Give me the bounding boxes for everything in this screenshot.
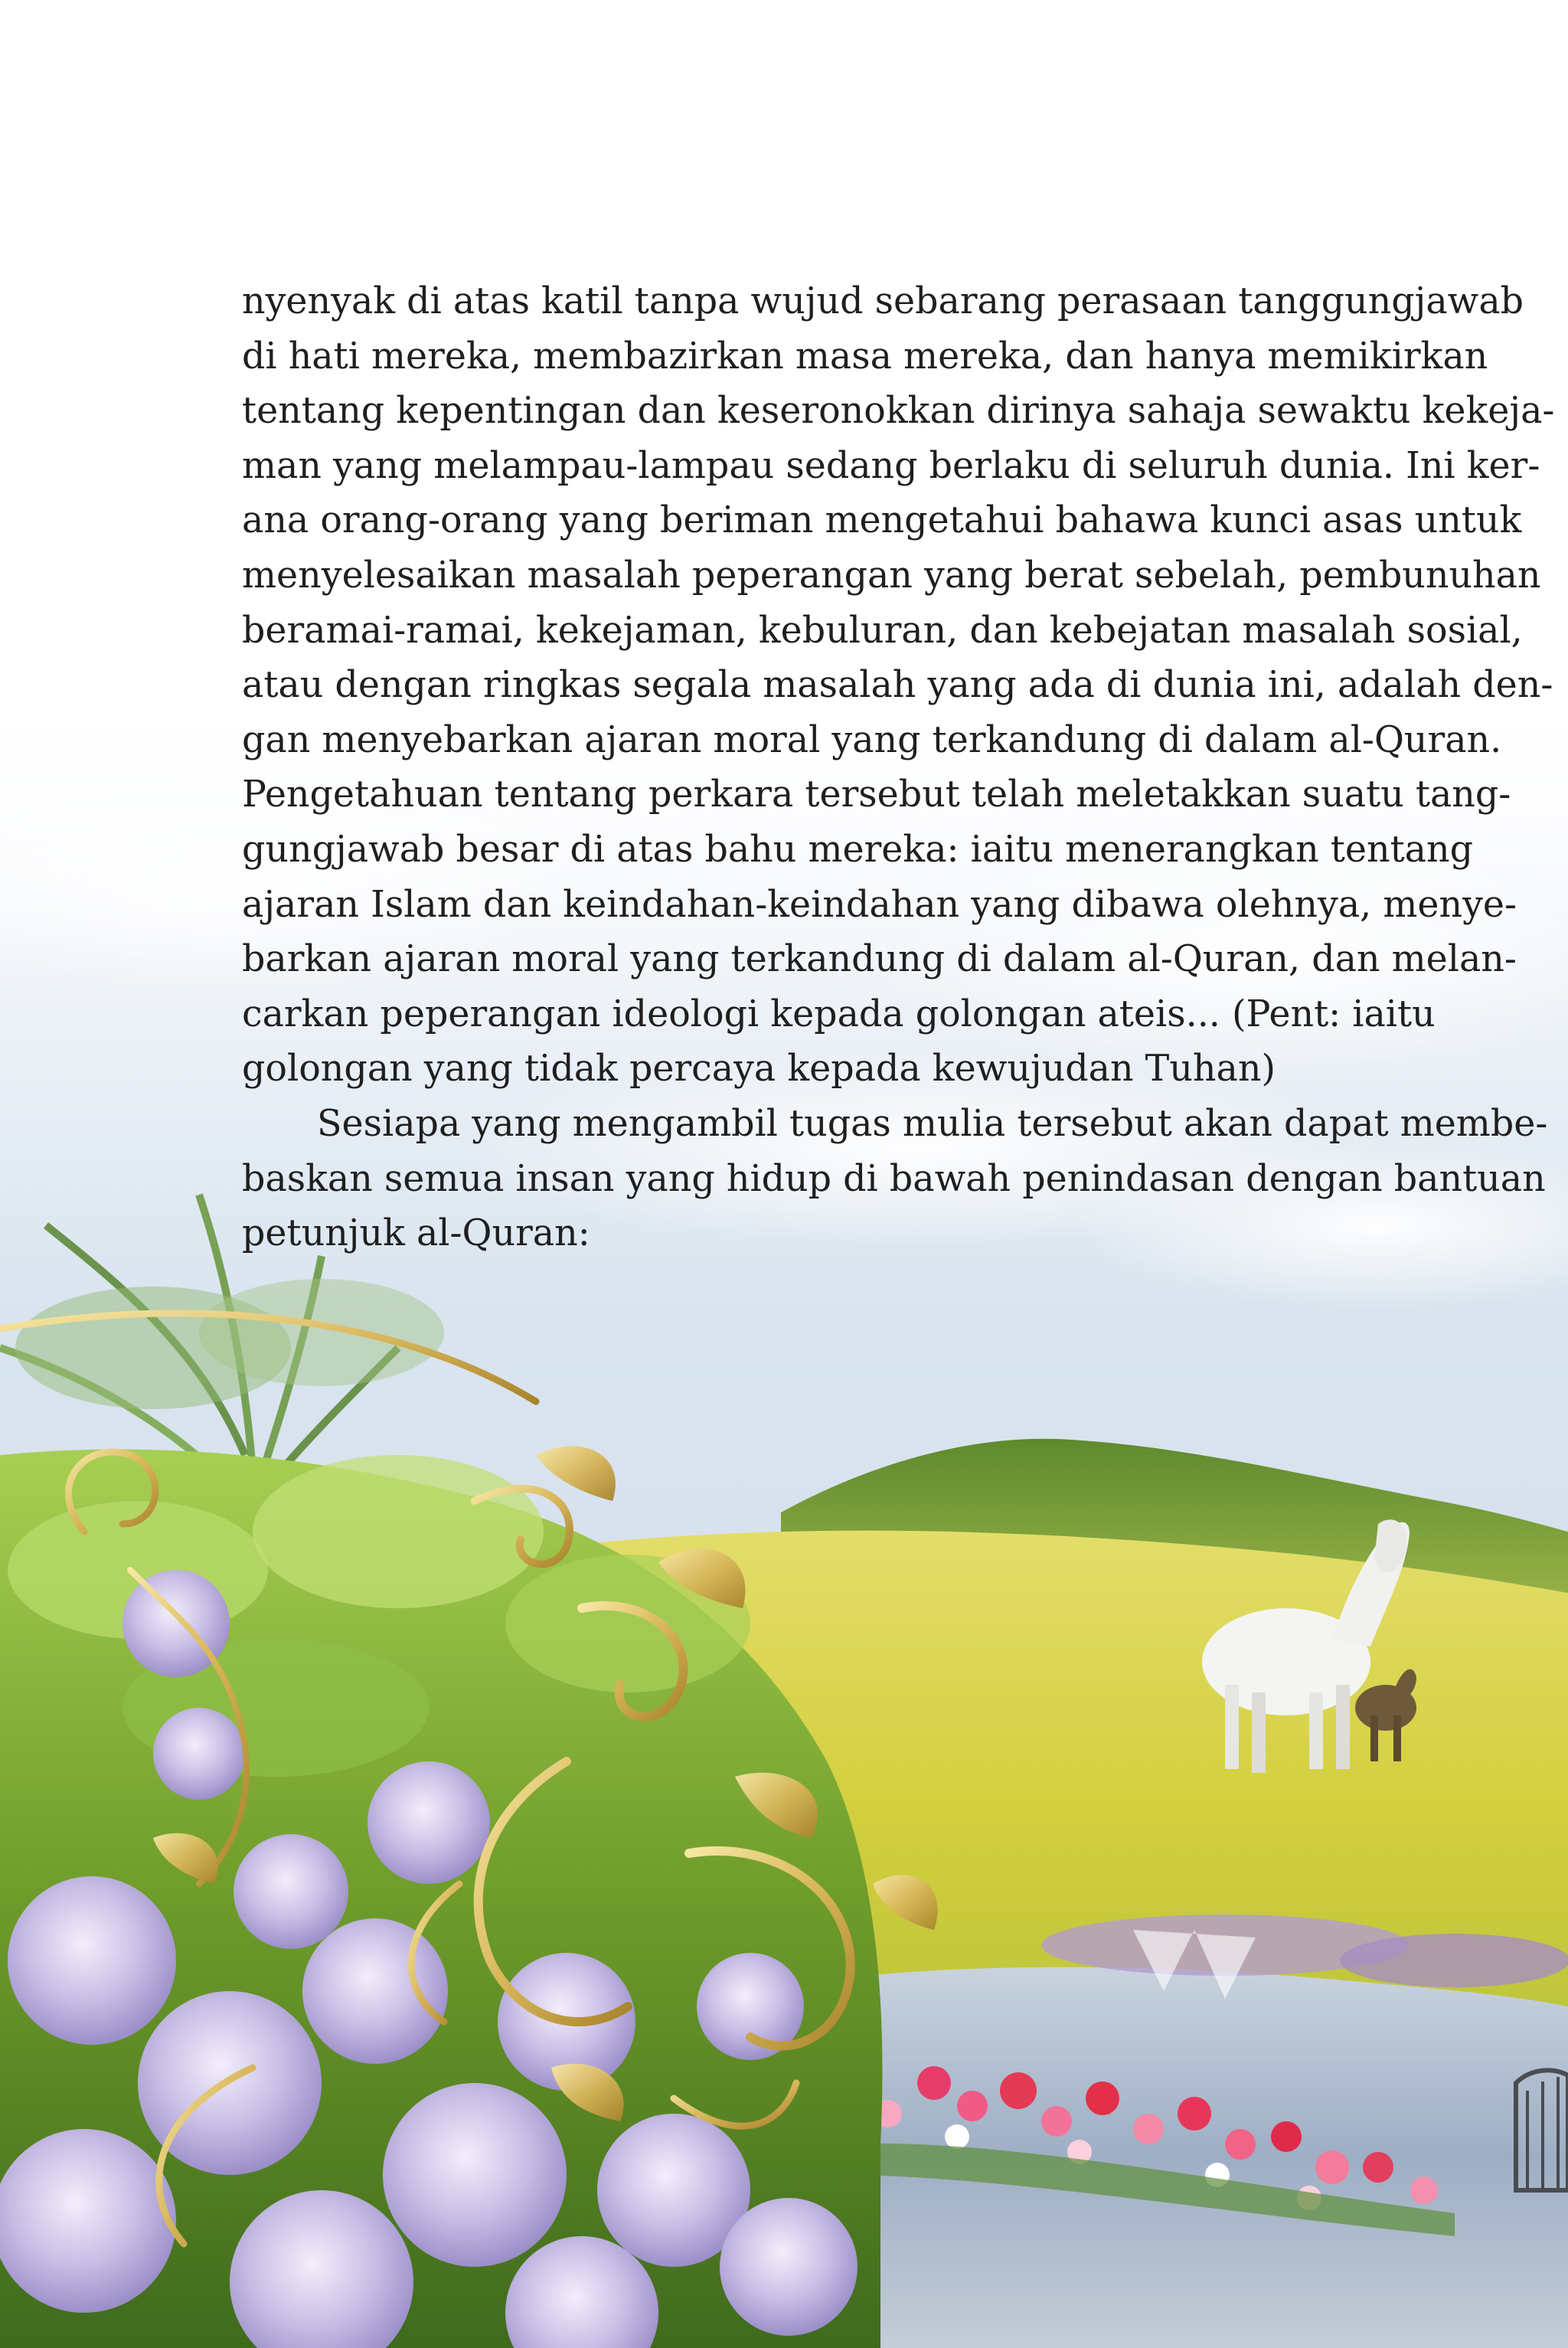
text-line: golongan yang tidak percaya kepada kewujudan Tuhan) xyxy=(242,1048,1276,1091)
paragraph-2 xyxy=(242,1097,1548,1261)
text-line: man yang melampau-lampau sedang berlaku di seluruh dunia. Ini ker- xyxy=(242,444,1540,487)
text-line: nyenyak di atas katil tanpa wujud sebarang perasaan tanggungjawab xyxy=(242,280,1524,322)
text-line: petunjuk al-Quran: xyxy=(242,1212,590,1255)
text-line: ajaran Islam dan keindahan-keindahan yang dibawa olehnya, menye- xyxy=(242,883,1517,926)
text-line: ana orang-orang yang beriman mengetahui bahawa kunci asas untuk xyxy=(242,499,1522,542)
text-line: baskan semua insan yang hidup di bawah penindasan dengan bantuan xyxy=(242,1157,1546,1200)
body-text xyxy=(242,274,1555,1261)
text-line: menyelesaikan masalah peperangan yang berat sebelah, pembunuhan xyxy=(242,554,1541,597)
text-line: Pengetahuan tentang perkara tersebut telah meletakkan suatu tang- xyxy=(242,773,1511,816)
text-line: atau dengan ringkas segala masalah yang ada di dunia ini, adalah den- xyxy=(242,664,1553,707)
text-line: gan menyebarkan ajaran moral yang terkandung di dalam al-Quran. xyxy=(242,718,1502,761)
text-line: tentang kepentingan dan keseronokkan dirinya sahaja sewaktu kekeja- xyxy=(242,390,1555,433)
text-line: gungjawab besar di atas bahu mereka: iaitu menerangkan tentang xyxy=(242,828,1473,871)
paragraph-1 xyxy=(242,274,1555,1097)
text-line: di hati mereka, membazirkan masa mereka, dan hanya memikirkan xyxy=(242,335,1488,378)
text-line: Sesiapa yang mengambil tugas mulia tersebut akan dapat membe- xyxy=(317,1102,1548,1145)
text-line: carkan peperangan ideologi kepada golongan ateis... (Pent: iaitu xyxy=(242,993,1436,1035)
text-line: barkan ajaran moral yang terkandung di dalam al-Quran, dan melan- xyxy=(242,938,1517,981)
text-line: beramai-ramai, kekejaman, kebuluran, dan kebejatan masalah sosial, xyxy=(242,609,1523,652)
